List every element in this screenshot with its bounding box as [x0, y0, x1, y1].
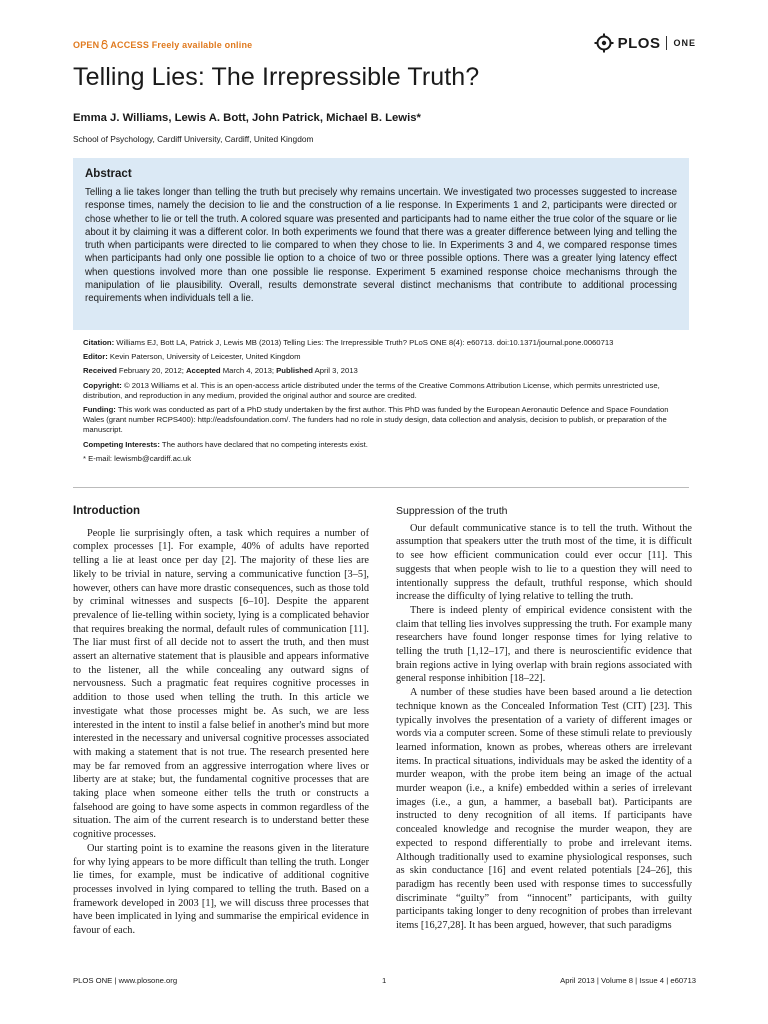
competing-text: The authors have declared that no competing interests exist.	[159, 439, 368, 449]
suppression-paragraph-1: Our default communicative stance is to tell the truth. Without the assumption that speakers utter the truth most of the time, it is difficult to see how efficient communication could ever occur [11]. This suggests that when people wish to lie to a question they will need to intentionally suppress the default, truthful response, which should increase the difficulty of lying relative to telling the truth.	[396, 522, 692, 603]
accepted-label: Accepted	[186, 366, 221, 376]
subsection-heading: Suppression of the truth	[396, 505, 508, 517]
logo-divider	[666, 36, 667, 50]
left-column	[73, 505, 369, 938]
dates	[83, 366, 683, 376]
open-lock-icon	[101, 40, 108, 49]
access-freely-text: ACCESS Freely available online	[110, 40, 253, 50]
citation	[83, 338, 683, 348]
affiliation: School of Psychology, Cardiff University, Cardiff, United Kingdom	[73, 134, 314, 144]
suppression-paragraph-2: There is indeed plenty of empirical evidence consistent with the claim that telling lies involves suppressing the truth. For example many researchers have found longer response times for lying relative to telling the truth [1,12–17], and there is neuroscientific evidence that brain regions active in lying overlap with brain regions associated with general response inhibition [18–22].	[396, 604, 692, 685]
received-label: Received	[83, 366, 117, 376]
journal-logo	[594, 33, 696, 53]
section-divider	[73, 487, 689, 488]
abstract-box	[73, 158, 689, 330]
author-list: Emma J. Williams, Lewis A. Bott, John Patrick, Michael B. Lewis*	[73, 112, 421, 124]
published-label: Published	[276, 366, 313, 376]
plos-wordmark: PLOS	[617, 34, 661, 52]
abstract-text: Telling a lie takes longer than telling the truth but precisely why remains uncertain. We investigated two processes suggested to increase response times, namely the decision to lie and the construction of a lie response. In Experiments 1 and 2, participants were directed or chose whether to lie or tell the truth. A colored square was presented and participants had to name either the true color of the square or lie about it by claiming it was a different color. In both experiments we found that there was a greater difference between lying and telling the truth when participants were directed to lie compared to when they chose to lie. In Experiments 3 and 4, we compared response times when participants had only one possible lie option to a choice of two or three possible options. There was a greater lying latency effect when questions involved more than one possible lie response. Experiment 5 examined response choice mechanisms through the manipulation of lie plausibility. Overall, results demonstrate several distinct mechanisms that contribute to additional processing requirements when individuals tell a lie.	[85, 187, 677, 305]
introduction-heading: Introduction	[73, 505, 141, 517]
received-date: February 20, 2012;	[116, 366, 186, 376]
intro-paragraph-1: People lie surprisingly often, a task which requires a number of complex processes [1]. For example, 40% of adults have reported telling a lie at least once per day [2]. The majority of these lies are likely to be trivial in nature, serving a communicative function [3–5], however, others can have more drastic consequences, such as those told by criminal witnesses and suspects [6–10]. Despite the apparent prevalence of lie-telling within society, lying is a complicated behavior that requires breaking the normal, default rules of communication [11]. The liar must first of all decide not to assert the truth, and then must assert an alternative statement that is plausible and appears informative to the listener, all the while concealing any outward signs of nervousness. Such a pragmatic feat requires cognitive processes in addition to those used when telling the truth. In this article we investigate what those processes might be. As such, we are less interested in the intent to instil a false belief in another's mind but more interested in the necessary and universal cognitive processes associated with making a statement that is not true. The research presented here may be far removed from an aggressive interrogation where lives or liberty are at stake; but, the fundamental cognitive processes that are taking place when someone either tells the truth or constructs a falsehood are going to have some aspects in common regardless of the situation. The aim of the current research is to understand better these cognitive processes.	[73, 527, 369, 841]
editor-text: Kevin Paterson, University of Leicester, United Kingdom	[107, 352, 301, 362]
funding	[83, 405, 683, 436]
footer-journal: PLOS ONE | www.plosone.org	[73, 976, 178, 985]
copyright	[83, 381, 683, 401]
article-title: Telling Lies: The Irrepressible Truth?	[73, 63, 480, 91]
intro-paragraph-2: Our starting point is to examine the reasons given in the literature for why lying appears to be more difficult than telling the truth. Longer lie times, for example, must be indicative of additional cognitive processes involved in lying compared to telling the truth. Based on a framework developed in 2003 [1], we will discuss three processes that have been implicated in lying and summarise the empirical evidence in favour of each.	[73, 842, 369, 937]
copyright-label: Copyright:	[83, 380, 122, 390]
right-column	[396, 505, 692, 933]
funding-text: This work was conducted as part of a PhD study undertaken by the first author. This PhD was funded by the European Aeronautic Defence and Space Foundation Wales (grant number RCPS400): http://eadsfoundation.com/. The funders had no role in study design, data collection and analysis, decision to publish, or preparation of the manuscript.	[83, 405, 669, 435]
abstract-heading: Abstract	[85, 168, 132, 180]
footer-issue: April 2013 | Volume 8 | Issue 4 | e60713	[560, 976, 696, 985]
page-number: 1	[382, 976, 387, 985]
published-date: April 3, 2013	[312, 366, 358, 376]
competing-interests	[83, 440, 683, 450]
competing-label: Competing Interests:	[83, 439, 160, 449]
open-access-label	[73, 40, 252, 50]
funding-label: Funding:	[83, 405, 116, 415]
citation-label: Citation:	[83, 338, 115, 347]
editor-label: Editor:	[83, 352, 108, 362]
suppression-paragraph-3: A number of these studies have been based around a lie detection technique known as the Concealed Information Test (CIT) [23]. This typically involves the presentation of a variety of different images or words via a computer screen. Some of these stimuli relate to previously learned information, known as probes, whereas others are irrelevant items. In practical situations, individuals may be asked the identity of a murder weapon, with the probe item being an image of the actual murder weapon (i.e., a knife) embedded within a series of irrelevant images (i.e., a gun, a hammer, a baseball bat). Participants are instructed to deny recognition of all items. If participants have concealed knowledge and recognise the murder weapon, they are expected to respond differentially to probe and irrelevant items. Although traditionally used to examine physiological responses, such as skin conductance [16] and event related potentials [24–26], this paradigm has recently been used with response times to successfully discriminate “guilty” from “innocent” participants, with guilty participants taking longer to deny recognition of probes than irrelevant items [16,27,28]. It has been argued, however, that such paradigms	[396, 687, 692, 932]
accepted-date: March 4, 2013;	[220, 366, 277, 376]
open-access-word: OPEN	[73, 40, 100, 50]
email: * E-mail: lewismb@cardiff.ac.uk	[83, 453, 192, 463]
article-metadata	[83, 338, 683, 468]
one-wordmark: ONE	[673, 38, 696, 48]
citation-text: Williams EJ, Bott LA, Patrick J, Lewis MB (2013) Telling Lies: The Irrepressible Truth? PLoS ONE 8(4): e60713. doi:10.1371/journal.pone.0060713	[114, 338, 614, 347]
copyright-text: © 2013 Williams et al. This is an open-access article distributed under the terms of the Creative Commons Attribution License, which permits unrestricted use, distribution, and reproduction in any medium, provided the original author and source are credited.	[83, 380, 660, 400]
plos-gear-icon	[594, 33, 614, 53]
editor	[83, 352, 683, 362]
